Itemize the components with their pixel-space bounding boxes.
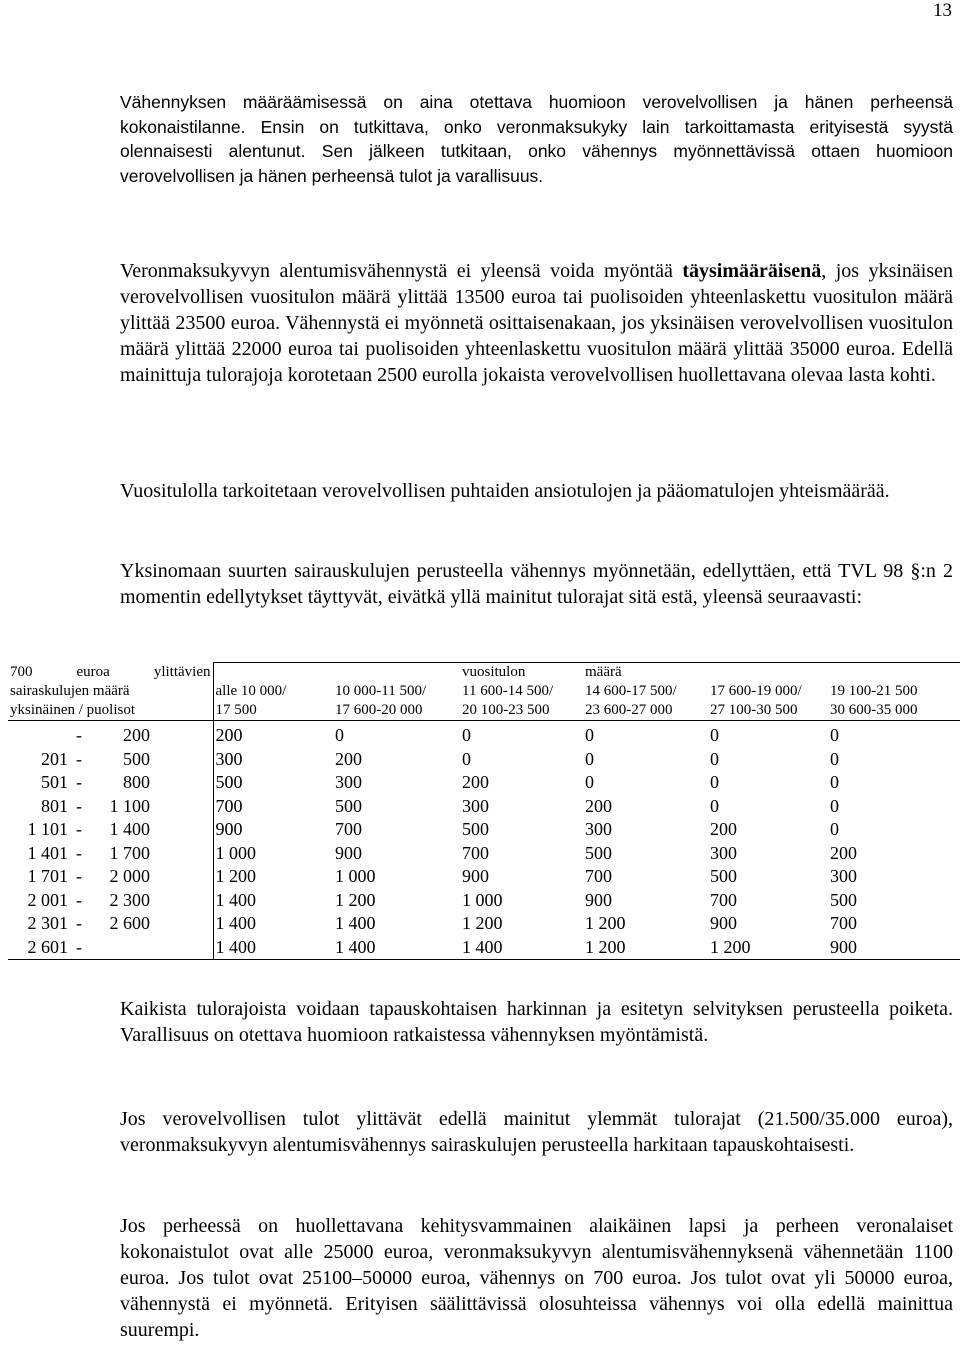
deduction-value-cell: 700 <box>585 866 612 886</box>
cost-range-cell <box>8 842 213 866</box>
table-row <box>8 936 960 960</box>
range-from: 1 701 <box>27 866 68 886</box>
table-header-row-1 <box>8 663 960 683</box>
paragraph-annual-income-definition: Vuositulolla tarkoitetaan verovelvollisen puhtaiden ansiotulojen ja pääomatulojen yhteismäärää. <box>120 480 890 502</box>
deduction-value-cell: 1 200 <box>583 936 708 960</box>
row-header-exceeding: ylittävien <box>153 664 211 680</box>
deduction-value-cell: 1 400 <box>335 913 376 933</box>
deduction-value-cell: 1 400 <box>460 936 583 960</box>
column-header-3-line-2: 20 100-23 500 <box>460 701 583 721</box>
deduction-value-cell: 300 <box>462 795 489 816</box>
deduction-value-cell: 700 <box>215 795 243 816</box>
range-dash: - <box>76 725 82 745</box>
deduction-value-cell: 0 <box>335 725 344 745</box>
deduction-value-cell: 1 200 <box>585 913 626 933</box>
deduction-value-cell: 0 <box>830 819 839 839</box>
deduction-value-cell: 0 <box>710 795 719 816</box>
deduction-value-cell: 700 <box>830 913 857 933</box>
deduction-value-cell: 200 <box>215 725 243 745</box>
column-header-1-line-1: alle 10 000/ <box>215 683 287 699</box>
deduction-value-cell: 300 <box>585 819 612 839</box>
range-from: 1 401 <box>27 842 68 863</box>
range-to <box>90 936 150 960</box>
cost-range-cell <box>8 889 213 913</box>
cost-range-cell <box>8 748 213 772</box>
deduction-value-cell: 200 <box>710 819 737 839</box>
paragraph-income-limits-rest: , jos yksinäisen verovelvollisen vuositulon määrä ylittää 13500 euroa tai puolisoiden yhteenlaskettu vuositulon määrä ylittää 23500 euroa. Vähennystä ei myönnetä osittaisenakaan, jos yksinäisen verovelvollisen vuositulon määrä ylittää 22000 euroa tai puolisoiden yhteenlaskettu vuositulon määrä ylittää 35000 euroa. Edellä mainittuja tulorajoja korotetaan 2500 eurolla jokaista verovelvollisen huollettavana olevaa lasta kohti. <box>120 260 953 386</box>
range-to: 200 <box>123 725 150 745</box>
deduction-value-cell: 0 <box>830 772 839 792</box>
column-header-5-line-1: 17 600-19 000/ <box>710 683 802 699</box>
table-row <box>8 721 960 748</box>
row-header-currency: euroa <box>76 664 110 680</box>
cost-range-cell <box>8 912 213 936</box>
deduction-value-cell: 1 200 <box>215 866 256 886</box>
deduction-value-cell: 200 <box>830 842 857 863</box>
table-header-row-3 <box>8 701 960 721</box>
range-from: 1 101 <box>27 819 68 839</box>
column-header-6-line-1: 19 100-21 500 <box>830 683 918 699</box>
range-dash: - <box>76 889 82 910</box>
deduction-value-cell: 0 <box>585 748 594 769</box>
deduction-value-cell: 0 <box>830 795 839 816</box>
deduction-value-cell: 900 <box>462 866 489 886</box>
deduction-value-cell: 1 200 <box>462 913 503 933</box>
range-to: 2 300 <box>109 889 150 910</box>
range-dash: - <box>76 936 82 957</box>
page-number: 13 <box>933 0 952 21</box>
range-from: 801 <box>41 795 68 816</box>
table-header-row-2 <box>8 682 960 701</box>
deduction-value-cell: 900 <box>335 842 362 863</box>
table-row <box>8 818 960 842</box>
deduction-value-cell: 0 <box>830 725 839 745</box>
cost-range-cell <box>8 721 213 748</box>
deduction-value-cell: 900 <box>585 889 612 910</box>
range-dash: - <box>76 795 82 816</box>
deduction-value-cell: 0 <box>462 725 471 745</box>
row-header-amount: 700 <box>10 664 33 680</box>
column-header-3-line-1: 11 600-14 500/ <box>462 683 554 699</box>
range-from: 2 001 <box>27 889 68 910</box>
row-header-line-3: yksinäinen / puolisot <box>8 701 213 721</box>
deduction-value-cell: 700 <box>462 842 489 863</box>
deduction-value-cell: 500 <box>710 866 737 886</box>
paragraph-income-limits-start: Veronmaksukyvyn alentumisvähennystä ei yleensä voida myöntää <box>120 260 683 282</box>
deduction-value-cell: 1 400 <box>333 936 460 960</box>
range-dash: - <box>76 819 82 839</box>
super-header-annual-income: vuositulon <box>460 663 583 683</box>
deduction-value-cell: 1 400 <box>215 913 256 933</box>
range-to: 500 <box>123 748 150 769</box>
column-header-1-line-2: 17 500 <box>213 701 333 721</box>
paragraph-upper-limits: Jos verovelvollisen tulot ylittävät edellä mainitut ylemmät tulorajat (21.500/35.000 euroa), veronmaksukyvyn alentumisvähennys sairaskulujen perusteella harkitaan tapauskohtaisesti. <box>120 1108 953 1156</box>
deduction-value-cell: 500 <box>585 842 612 863</box>
deduction-value-cell: 1 000 <box>462 889 503 910</box>
paragraph-medical-costs: Yksinomaan suurten sairauskulujen perusteella vähennys myönnetään, edellyttäen, että TVL 98 §:n 2 momentin edellytykset täyttyvät, eivätkä yllä mainitut tulorajat sitä estä, yleensä seuraavasti: <box>120 560 953 608</box>
range-from: 2 601 <box>27 936 68 957</box>
deduction-value-cell: 200 <box>462 772 489 792</box>
deduction-value-cell: 300 <box>215 748 243 769</box>
range-to: 1 700 <box>109 842 150 863</box>
deduction-value-cell: 0 <box>710 748 719 769</box>
deduction-value-cell: 1 400 <box>213 936 333 960</box>
emphasis-full-amount: täysimääräisenä <box>682 260 822 282</box>
range-to: 800 <box>123 772 150 792</box>
deduction-value-cell: 300 <box>830 866 857 886</box>
deduction-value-cell: 500 <box>335 795 362 816</box>
deduction-value-cell: 0 <box>462 748 471 769</box>
deduction-value-cell: 1 200 <box>708 936 828 960</box>
table-row <box>8 912 960 936</box>
row-header-line-1 <box>8 663 213 683</box>
deduction-value-cell: 500 <box>215 772 243 792</box>
deduction-value-cell: 0 <box>710 772 719 792</box>
range-to: 2 600 <box>109 913 150 933</box>
paragraph-family-situation: Vähennyksen määräämisessä on aina otettava huomioon verovelvollisen ja hänen perheensä kokonaistilanne. Ensin on tutkittava, onko veronmaksukyky lain tarkoittamasta erityisestä syystä olennaisesti alentunut. Sen jälkeen tutkitaan, onko vähennys myönnettävissä ottaen huomioon verovelvollisen ja hänen perheensä tulot ja varallisuus. <box>120 92 953 186</box>
table-body <box>8 721 960 960</box>
paragraph-discretion: Kaikista tulorajoista voidaan tapauskohtaisen harkinnan ja esitetyn selvityksen perusteella poiketa. Varallisuus on otettava huomioon ratkaistessa vähennyksen myöntämistä. <box>120 998 953 1046</box>
cost-range-cell <box>8 771 213 795</box>
range-from <box>10 724 68 748</box>
cost-range-cell <box>8 936 213 960</box>
deduction-value-cell: 0 <box>585 772 594 792</box>
table-row <box>8 865 960 889</box>
range-from: 201 <box>41 748 68 769</box>
deduction-value-cell: 1 000 <box>215 842 256 863</box>
deduction-value-cell: 500 <box>462 819 489 839</box>
deduction-value-cell: 200 <box>335 748 362 769</box>
column-header-2-line-2: 17 600-20 000 <box>333 701 460 721</box>
deduction-value-cell: 900 <box>710 913 737 933</box>
deduction-value-cell: 1 000 <box>335 866 376 886</box>
paragraph-disabled-child: Jos perheessä on huollettavana kehitysvammainen alaikäinen lapsi ja perheen veronalaiset kokonaistulot ovat alle 25000 euroa, veronmaksukyvyn alentumisvähennyksenä vähennetään 1100 euroa. Jos tulot ovat 25100–50000 euroa, vähennys on 700 euroa. Jos tulot ovat yli 50000 euroa, vähennystä ei myönnetä. Erityisen säälittävissä olosuhteissa vähennys voi olla edellä mainittua suurempi. <box>120 1215 953 1341</box>
deduction-value-cell: 0 <box>585 725 594 745</box>
row-header-line-2: sairaskulujen määrä <box>8 682 213 701</box>
range-dash: - <box>76 866 82 886</box>
deduction-table <box>8 662 960 960</box>
deduction-value-cell: 0 <box>710 725 719 745</box>
deduction-value-cell: 500 <box>830 889 857 910</box>
range-dash: - <box>76 842 82 863</box>
table-row <box>8 795 960 819</box>
range-dash: - <box>76 772 82 792</box>
deduction-value-cell: 300 <box>335 772 362 792</box>
deduction-value-cell: 1 400 <box>215 889 256 910</box>
deduction-value-cell: 900 <box>828 936 960 960</box>
paragraph-income-limits <box>120 258 953 388</box>
range-from: 2 301 <box>27 913 68 933</box>
deduction-value-cell: 900 <box>215 819 243 839</box>
deduction-value-cell: 300 <box>710 842 737 863</box>
range-to: 2 000 <box>109 866 150 886</box>
cost-range-cell <box>8 795 213 819</box>
super-header-amount: määrä <box>583 663 708 683</box>
column-header-6-line-2: 30 600-35 000 <box>828 701 960 721</box>
column-header-5-line-2: 27 100-30 500 <box>708 701 828 721</box>
cost-range-cell <box>8 865 213 889</box>
range-dash: - <box>76 913 82 933</box>
table-row <box>8 771 960 795</box>
column-header-4-line-2: 23 600-27 000 <box>583 701 708 721</box>
column-header-4-line-1: 14 600-17 500/ <box>585 683 677 699</box>
range-dash: - <box>76 748 82 769</box>
range-to: 1 100 <box>109 795 150 816</box>
deduction-value-cell: 700 <box>335 819 362 839</box>
deduction-value-cell: 1 200 <box>335 889 376 910</box>
deduction-value-cell: 0 <box>830 748 839 769</box>
table-row <box>8 889 960 913</box>
deduction-value-cell: 200 <box>585 795 612 816</box>
table-row <box>8 748 960 772</box>
range-to: 1 400 <box>109 819 150 839</box>
column-header-2-line-1: 10 000-11 500/ <box>335 683 427 699</box>
cost-range-cell <box>8 818 213 842</box>
range-from: 501 <box>41 772 68 792</box>
deduction-value-cell: 700 <box>710 889 737 910</box>
table-row <box>8 842 960 866</box>
